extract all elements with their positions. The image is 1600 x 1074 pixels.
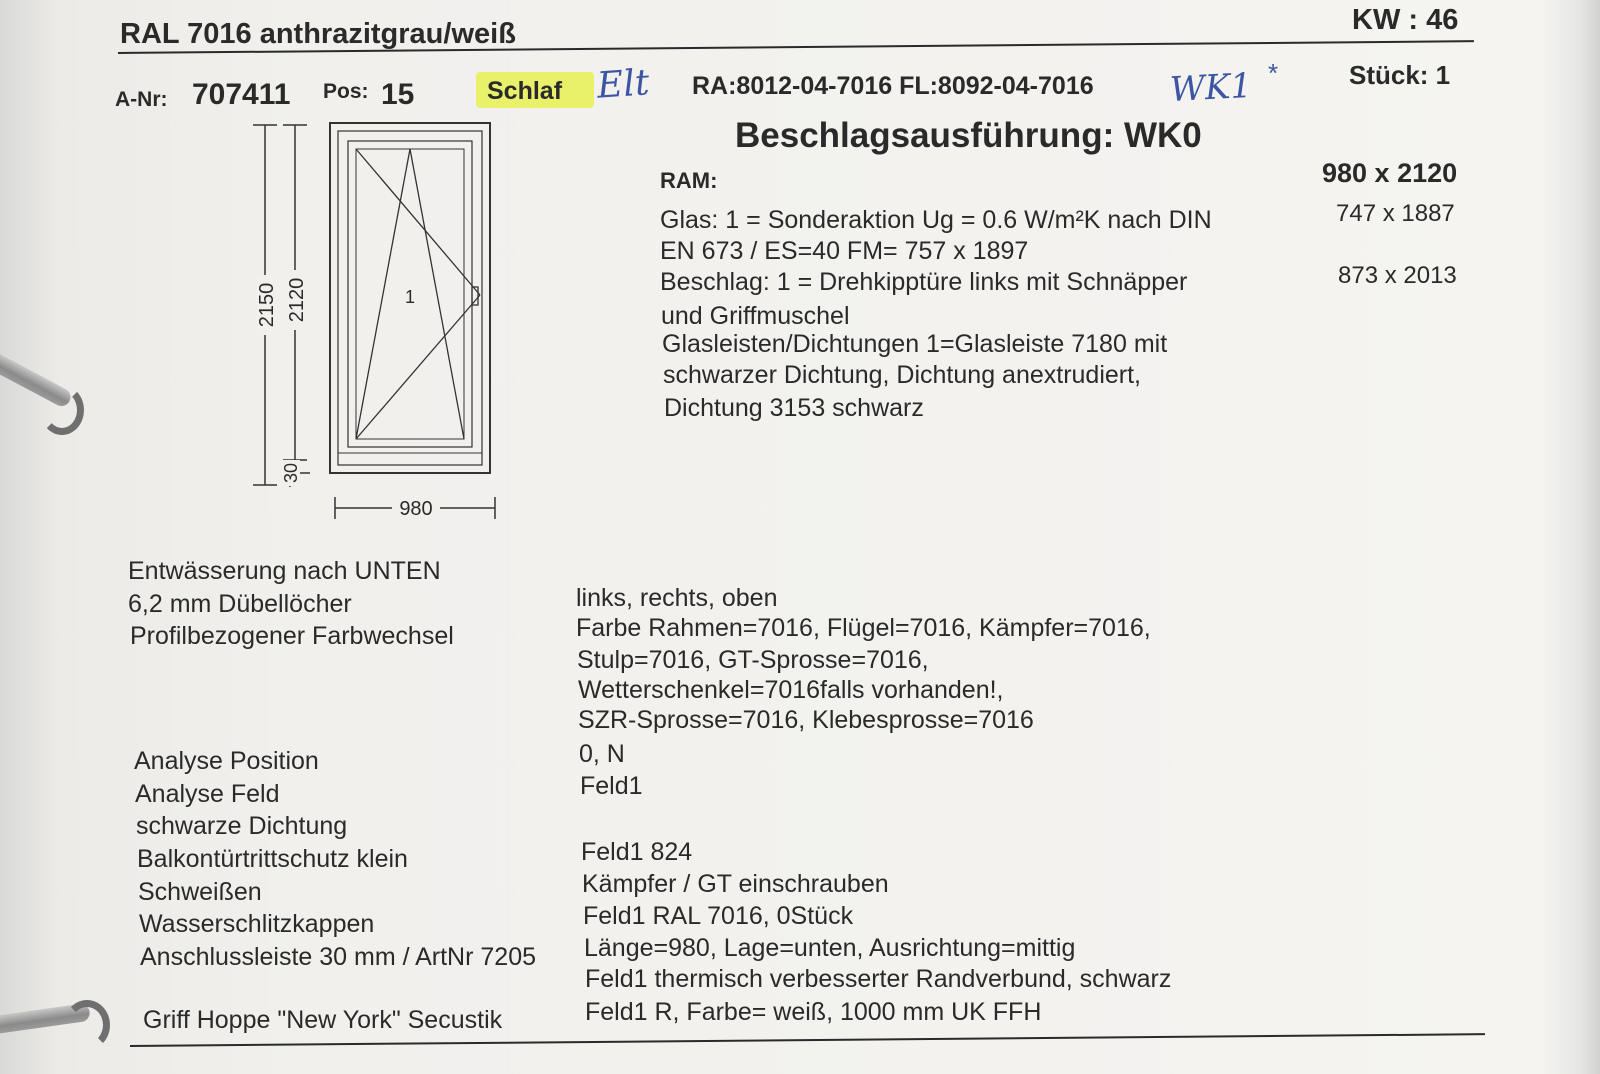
glass-line-2: EN 673 / ES=40 FM= 757 x 1897 xyxy=(660,237,1029,265)
dim-inner-height: 2120 xyxy=(286,277,308,323)
frame-sash-codes: RA:8012-04-7016 FL:8092-04-7016 xyxy=(692,72,1094,100)
dim-bottom: 30 xyxy=(281,462,301,484)
color-title: RAL 7016 anthrazitgrau/weiß xyxy=(120,18,516,50)
fitting-line-1: Beschlag: 1 = Drehkipptüre links mit Schnäpper xyxy=(660,268,1188,296)
analysis-position-label: Analyse Position xyxy=(134,747,319,775)
fitting-line-2: und Griffmuschel xyxy=(661,302,850,330)
glass-dimensions: 747 x 1887 xyxy=(1336,200,1455,227)
calendar-week: KW : 46 xyxy=(1352,4,1459,36)
connection-strip-label: Anschlussleiste 30 mm / ArtNr 7205 xyxy=(140,943,536,971)
fitting-heading: Beschlagsausführung: WK0 xyxy=(735,116,1202,155)
water-slot-caps-label: Wasserschlitzkappen xyxy=(139,910,375,938)
dowel-holes-label: 6,2 mm Dübellöcher xyxy=(128,590,352,618)
handwritten-note-room: Elt xyxy=(595,62,651,107)
sash-number: 1 xyxy=(404,287,416,307)
analysis-field-value: Feld1 xyxy=(580,772,643,800)
drainage-label: Entwässerung nach UNTEN xyxy=(128,557,441,585)
analysis-position-value: 0, N xyxy=(579,740,625,768)
water-slot-caps-value: Feld1 RAL 7016, 0Stück xyxy=(583,902,854,930)
balcony-threshold-label: Balkontürtrittschutz klein xyxy=(137,845,408,873)
binder-ring-bottom xyxy=(64,1000,110,1050)
dim-outer-height: 2150 xyxy=(256,282,278,328)
color-change-value-1: Farbe Rahmen=7016, Flügel=7016, Kämpfer=7016, xyxy=(576,614,1151,642)
room-name: Schlaf xyxy=(487,77,563,105)
color-change-label: Profilbezogener Farbwechsel xyxy=(130,622,454,650)
ram-dimensions: 980 x 2120 xyxy=(1322,158,1458,188)
black-seal-label: schwarze Dichtung xyxy=(136,812,348,840)
analysis-field-label: Analyse Feld xyxy=(135,780,280,808)
handle-label: Griff Hoppe "New York" Secustik xyxy=(143,1006,503,1034)
glazing-bead-line-2: schwarzer Dichtung, Dichtung anextrudiert, xyxy=(663,361,1142,389)
welding-label: Schweißen xyxy=(138,878,262,906)
order-number-label: A-Nr: xyxy=(115,88,168,111)
quantity: Stück: 1 xyxy=(1349,60,1451,90)
color-change-value-3: Wetterschenkel=7016falls vorhanden!, xyxy=(578,676,1004,704)
door-drawing xyxy=(240,115,540,545)
connection-strip-value: Länge=980, Lage=unten, Ausrichtung=mittig xyxy=(584,934,1076,962)
color-change-value-4: SZR-Sprosse=7016, Klebesprosse=7016 xyxy=(578,706,1034,734)
footer-rule xyxy=(130,1033,1485,1047)
handwritten-note-wk: WK1 xyxy=(1169,65,1253,111)
fitting-dimensions: 873 x 2013 xyxy=(1338,262,1457,289)
order-number: 707411 xyxy=(192,78,291,111)
glass-line-1: Glas: 1 = Sonderaktion Ug = 0.6 W/m²K nach DIN xyxy=(660,206,1212,234)
balcony-threshold-value: Feld1 824 xyxy=(581,838,693,866)
glazing-bead-line-1: Glasleisten/Dichtungen 1=Glasleiste 7180 mit xyxy=(662,330,1168,358)
position-number: 15 xyxy=(381,78,415,111)
welding-value: Kämpfer / GT einschrauben xyxy=(582,870,889,898)
dim-width: 980 xyxy=(399,498,433,520)
position-label: Pos: xyxy=(323,80,369,103)
glazing-bead-line-3: Dichtung 3153 schwarz xyxy=(664,394,924,422)
color-change-value-2: Stulp=7016, GT-Sprosse=7016, xyxy=(577,646,929,674)
edge-seal-value: Feld1 thermisch verbesserter Randverbund, schwarz xyxy=(585,965,1172,993)
handwritten-asterisk: * xyxy=(1268,58,1279,88)
ram-label: RAM: xyxy=(660,168,718,193)
dowel-holes-value: links, rechts, oben xyxy=(576,584,778,612)
handle-value: Feld1 R, Farbe= weiß, 1000 mm UK FFH xyxy=(585,998,1042,1026)
binder-ring-top xyxy=(40,385,84,435)
